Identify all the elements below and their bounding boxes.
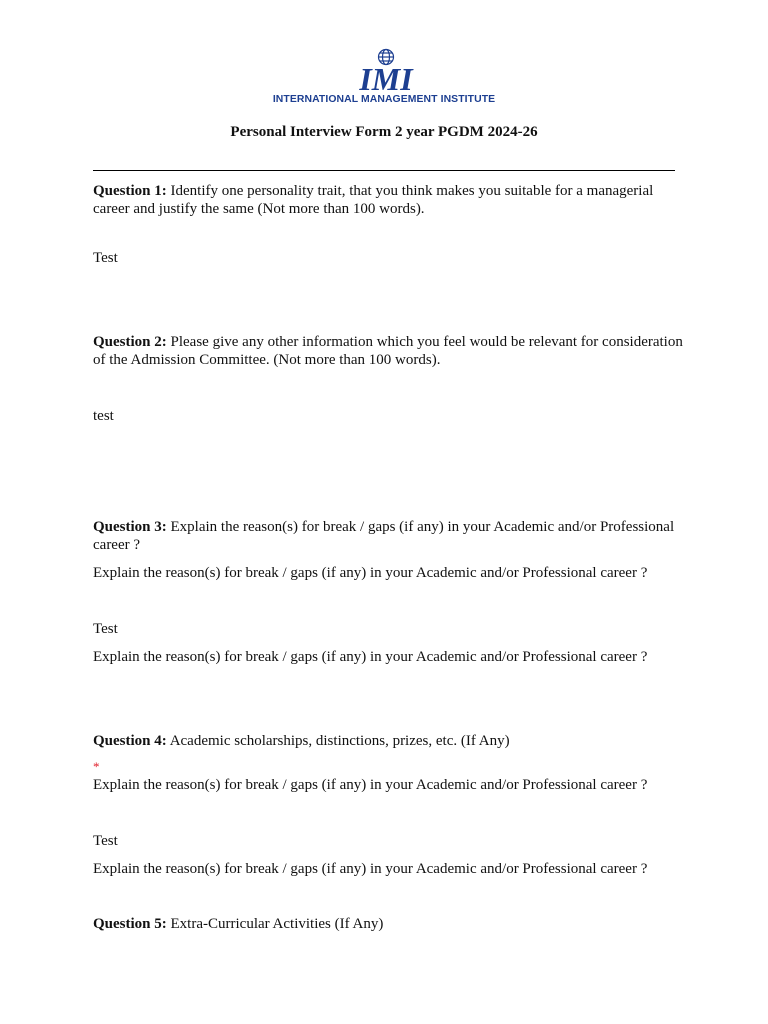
question-2	[93, 333, 683, 369]
question-2-label: Question 2:	[93, 334, 167, 350]
question-4-label: Question 4:	[93, 733, 167, 749]
answer-2: test	[93, 408, 114, 424]
answer-1: Test	[93, 250, 118, 266]
question-5-text: Extra-Curricular Activities (If Any)	[166, 916, 384, 932]
question-4-hint-after: Explain the reason(s) for break / gaps (if any) in your Academic and/or Professional career ?	[93, 861, 648, 877]
question-4	[93, 732, 683, 750]
answer-3: Test	[93, 621, 118, 637]
question-5-label: Question 5:	[93, 916, 167, 932]
institute-name: INTERNATIONAL MANAGEMENT INSTITUTE	[272, 94, 496, 105]
question-5	[93, 915, 683, 933]
question-1-text: Identify one personality trait, that you think makes you suitable for a managerial career and justify the same (Not more than 100 words).	[93, 183, 654, 217]
question-2-text: Please give any other information which you feel would be relevant for consideration of the Admission Committee. (Not more than 100 words).	[93, 334, 683, 368]
answer-4: Test	[93, 833, 118, 849]
question-3	[93, 518, 683, 554]
imi-logo	[264, 42, 504, 112]
required-mark: *	[93, 759, 100, 774]
logo-letters: IMI	[359, 61, 413, 92]
question-4-hint: Explain the reason(s) for break / gaps (if any) in your Academic and/or Professional career ?	[93, 777, 648, 793]
question-3-hint: Explain the reason(s) for break / gaps (if any) in your Academic and/or Professional career ?	[93, 565, 648, 581]
question-3-label: Question 3:	[93, 519, 167, 535]
question-1	[93, 182, 683, 218]
divider	[93, 170, 675, 171]
question-4-text: Academic scholarships, distinctions, prizes, etc. (If Any)	[166, 733, 510, 749]
imi-logo-mark	[348, 46, 424, 92]
question-3-text: Explain the reason(s) for break / gaps (if any) in your Academic and/or Professional career ?	[93, 519, 675, 553]
question-1-label: Question 1:	[93, 183, 167, 199]
page-title: Personal Interview Form 2 year PGDM 2024-26	[230, 124, 538, 140]
question-3-hint-after: Explain the reason(s) for break / gaps (if any) in your Academic and/or Professional career ?	[93, 649, 648, 665]
